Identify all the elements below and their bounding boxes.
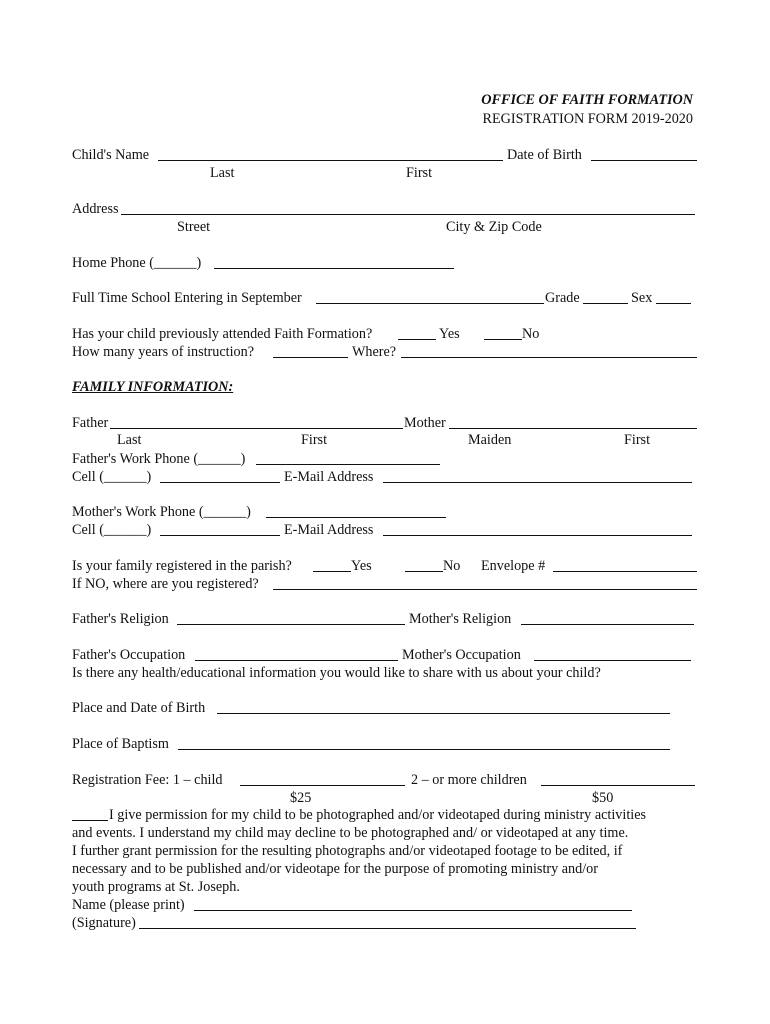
mother-label: Mother (404, 415, 446, 431)
childs-name-label: Child's Name (72, 147, 150, 163)
permission-line-3: I further grant permission for the resulting photographs and/or videotaped footage to be edited, if (72, 843, 623, 859)
mother-first-caption: First (624, 432, 651, 448)
father-work-phone-field[interactable] (256, 450, 440, 465)
permission-line-5: youth programs at St. Joseph. (72, 879, 240, 895)
school-field[interactable] (316, 289, 544, 304)
father-cell-field[interactable] (160, 468, 280, 483)
attended-yes-field[interactable] (398, 325, 436, 340)
mother-occupation-label: Mother's Occupation (402, 647, 521, 663)
mother-email-label: E-Mail Address (284, 522, 374, 538)
years-question: How many years of instruction? (72, 344, 255, 360)
mother-occupation-field[interactable] (534, 646, 691, 661)
mother-religion-field[interactable] (521, 610, 694, 625)
where-label: Where? (352, 344, 397, 360)
registered-yes-label: Yes (351, 558, 372, 574)
fee-two-more-field[interactable] (541, 771, 695, 786)
school-label: Full Time School Entering in September (72, 290, 302, 306)
first-name-caption: First (406, 165, 433, 181)
father-label: Father (72, 415, 109, 431)
father-religion-field[interactable] (177, 610, 405, 625)
date-of-birth-field[interactable] (591, 146, 697, 161)
if-no-field[interactable] (273, 575, 697, 590)
name-print-label: Name (please print) (72, 897, 185, 913)
form-subtitle: REGISTRATION FORM 2019-2020 (482, 111, 693, 127)
fee-one-child-field[interactable] (240, 771, 405, 786)
city-zip-caption: City & Zip Code (446, 219, 542, 235)
mother-work-phone-label: Mother's Work Phone (______) (72, 504, 251, 520)
grade-field[interactable] (583, 289, 628, 304)
permission-line-1: I give permission for my child to be photographed and/or videotaped during ministry activities (109, 807, 647, 823)
signature-label: (Signature) (72, 915, 136, 931)
mother-cell-field[interactable] (160, 521, 280, 536)
fee-two-amount: $50 (592, 790, 614, 806)
sex-label: Sex (631, 290, 653, 306)
attended-question: Has your child previously attended Faith Formation? (72, 326, 373, 342)
date-of-birth-label: Date of Birth (507, 147, 582, 163)
mother-email-field[interactable] (383, 521, 692, 536)
form-title: OFFICE OF FAITH FORMATION (481, 92, 693, 108)
fee-one-amount: $25 (290, 790, 312, 806)
father-first-caption: First (301, 432, 328, 448)
where-field[interactable] (401, 343, 697, 358)
childs-name-field[interactable] (158, 146, 503, 161)
family-info-heading: FAMILY INFORMATION: (72, 379, 234, 395)
envelope-field[interactable] (553, 557, 697, 572)
address-label: Address (72, 201, 119, 217)
last-name-caption: Last (210, 165, 235, 181)
fee-two-more-label: 2 – or more children (411, 772, 527, 788)
name-print-field[interactable] (194, 896, 632, 911)
home-phone-label: Home Phone (______) (72, 255, 202, 271)
registered-no-label: No (443, 558, 461, 574)
street-caption: Street (177, 219, 211, 235)
attended-no-field[interactable] (484, 325, 522, 340)
father-last-caption: Last (117, 432, 142, 448)
registered-question: Is your family registered in the parish? (72, 558, 292, 574)
attended-yes-label: Yes (439, 326, 460, 342)
father-occupation-label: Father's Occupation (72, 647, 186, 663)
mother-work-phone-field[interactable] (266, 503, 446, 518)
place-dob-field[interactable] (217, 699, 670, 714)
father-cell-label: Cell (______) (72, 469, 152, 485)
years-field[interactable] (273, 343, 348, 358)
address-field[interactable] (121, 200, 695, 215)
father-occupation-field[interactable] (195, 646, 398, 661)
permission-line-2: and events. I understand my child may decline to be photographed and/ or videotaped at any time. (72, 825, 629, 841)
registered-no-field[interactable] (405, 557, 443, 572)
place-baptism-label: Place of Baptism (72, 736, 169, 752)
attended-no-label: No (522, 326, 540, 342)
father-email-field[interactable] (383, 468, 692, 483)
sex-field[interactable] (656, 289, 691, 304)
permission-initial-field[interactable] (72, 806, 108, 821)
father-work-phone-label: Father's Work Phone (______) (72, 451, 246, 467)
father-email-label: E-Mail Address (284, 469, 374, 485)
place-dob-label: Place and Date of Birth (72, 700, 206, 716)
mother-maiden-caption: Maiden (468, 432, 512, 448)
registration-fee-label: Registration Fee: 1 – child (72, 772, 223, 788)
grade-label: Grade (545, 290, 580, 306)
mother-religion-label: Mother's Religion (409, 611, 512, 627)
signature-field[interactable] (139, 914, 636, 929)
father-name-field[interactable] (110, 414, 403, 429)
registered-yes-field[interactable] (313, 557, 351, 572)
envelope-label: Envelope # (481, 558, 546, 574)
home-phone-field[interactable] (214, 254, 454, 269)
father-religion-label: Father's Religion (72, 611, 169, 627)
place-baptism-field[interactable] (178, 735, 670, 750)
health-question: Is there any health/educational information you would like to share with us about your child? (72, 665, 601, 681)
permission-line-4: necessary and to be published and/or videotape for the purpose of promoting ministry and/or (72, 861, 598, 877)
mother-name-field[interactable] (449, 414, 697, 429)
mother-cell-label: Cell (______) (72, 522, 152, 538)
if-no-question: If NO, where are you registered? (72, 576, 259, 592)
